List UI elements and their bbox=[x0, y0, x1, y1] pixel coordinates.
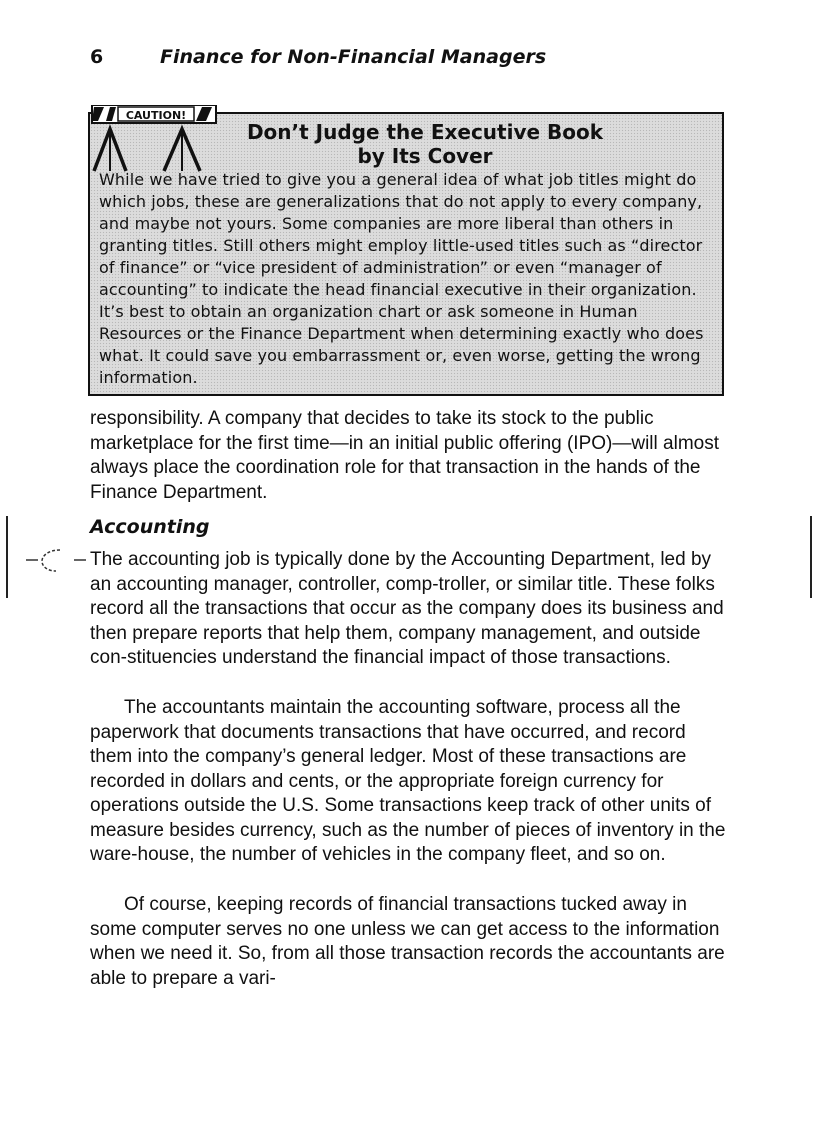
caution-badge-text: CAUTION! bbox=[125, 109, 187, 122]
right-margin-rule bbox=[810, 516, 812, 598]
caution-sign-icon bbox=[90, 105, 220, 173]
section-heading-accounting: Accounting bbox=[90, 516, 210, 538]
sidebar-title: Don’t Judge the Executive Book by Its Cover bbox=[246, 120, 604, 168]
caution-sidebar bbox=[88, 109, 724, 396]
left-margin-rule bbox=[6, 516, 8, 598]
paragraph-accounting-intro: The accounting job is typically done by the Accounting Department, led by an accounting manager, controller, comp-troller, or similar title. These folks record all the transactions that occur as the company does its business and then prepare reports that help them, company management, and outside con-stituencies understand the financial impact of those transactions. bbox=[90, 549, 724, 668]
paragraph-accountants-maintain bbox=[90, 696, 730, 868]
paragraph-accountants-maintain-text: The accountants maintain the accounting software, process all the paperwork that documents transactions that have occurred, and record them into the company’s general ledger. Most of these transactions are recorded in dollars and cents, or the appropriate foreign currency for operations outside the U.S. Some transactions keep track of other units of measure besides currency, such as the number of pieces of inventory in the ware-house, the number of vehicles in the company fleet, and so on. bbox=[90, 697, 726, 865]
paragraph-continued: responsibility. A company that decides to take its stock to the public marketplace for the first time—in an initial public offering (IPO)—will almost always place the coordination role for that transaction in the hands of the Finance Department. bbox=[90, 408, 719, 503]
sidebar-body: While we have tried to give you a general idea of what job titles might do which jobs, these are generalizations that do not apply to every company, and maybe not yours. Some companies are more liberal than others in granting titles. Still others might employ little-used titles such as “director of finance” or “vice president of administration” or even “manager of accounting” to indicate the head financial executive in their organization. It’s best to obtain an organization chart or ask someone in Human Resources or the Finance Department when determining exactly who does what. It could save you embarrassment or, even worse, getting the wrong information. bbox=[99, 170, 704, 387]
running-header bbox=[90, 46, 546, 68]
page-number: 6 bbox=[90, 46, 104, 68]
book-title: Finance for Non-Financial Managers bbox=[160, 46, 547, 68]
paragraph-keeping-records bbox=[90, 893, 730, 991]
paragraph-keeping-records-text: Of course, keeping records of financial transactions tucked away in some computer serves no one unless we can get access to the information when we need it. So, from all those transaction records the accountants are able to prepare a vari- bbox=[90, 894, 725, 989]
margin-marker-icon bbox=[26, 548, 88, 572]
